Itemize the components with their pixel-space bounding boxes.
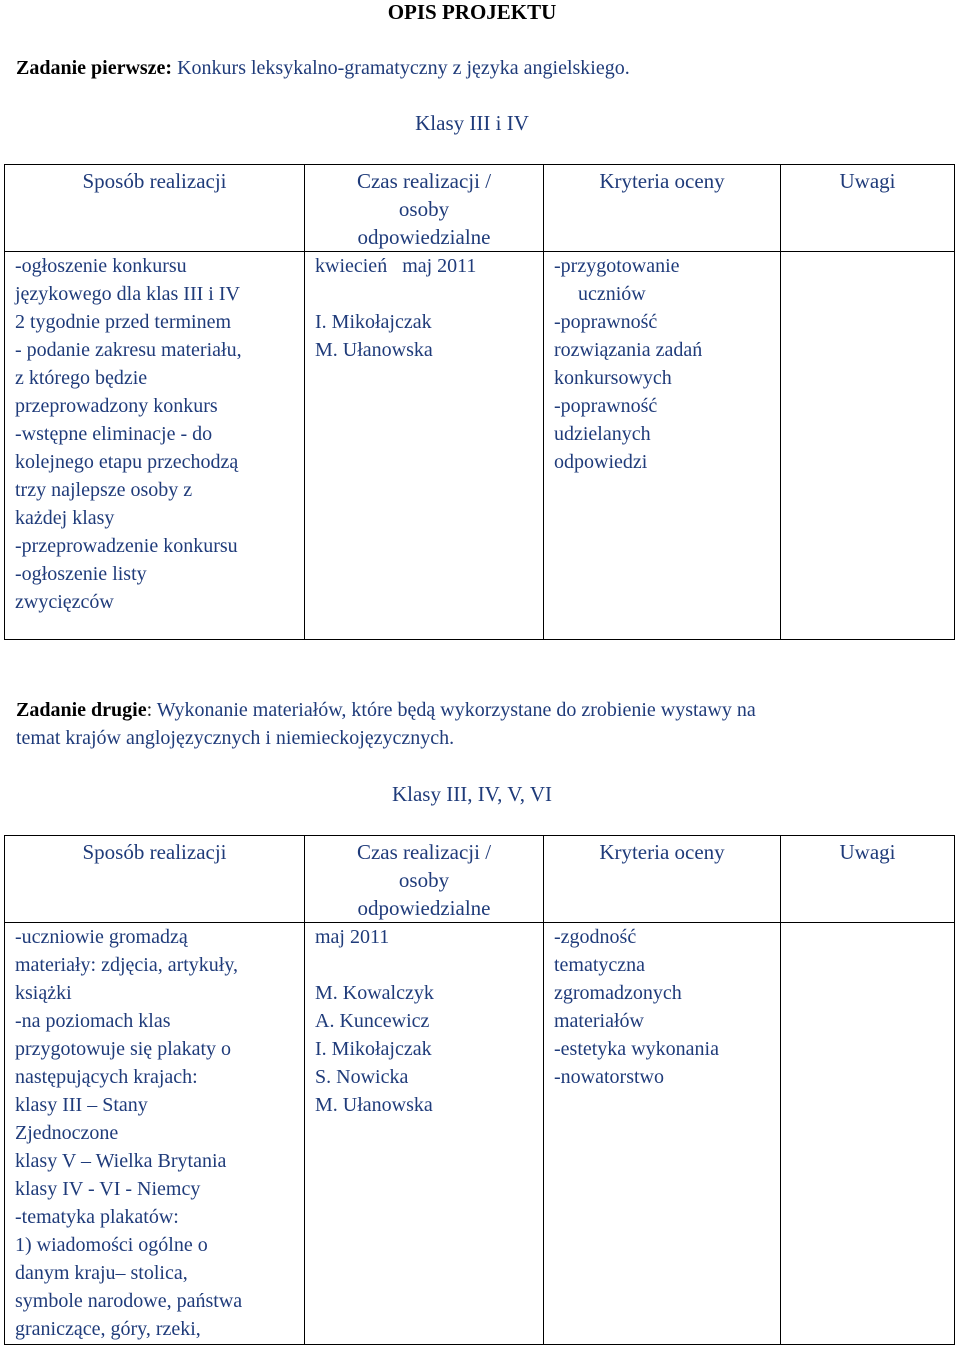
method-line: klasy IV - VI - Niemcy bbox=[15, 1178, 201, 1200]
task1-header-row bbox=[5, 165, 955, 252]
person-name: A. Kuncewicz bbox=[315, 1010, 430, 1032]
task1-time-cell bbox=[305, 252, 544, 640]
criteria-line: -estetyka wykonania bbox=[554, 1038, 719, 1060]
task1-notes-cell bbox=[781, 252, 955, 640]
criteria-line: -poprawność bbox=[554, 395, 658, 417]
criteria-line: konkursowych bbox=[554, 367, 672, 389]
task1-header-time-line: Czas realizacji / bbox=[356, 169, 492, 193]
person-name: S. Nowicka bbox=[315, 1066, 409, 1088]
method-line: książki bbox=[15, 982, 72, 1004]
method-line: językowego dla klas III i IV bbox=[15, 283, 240, 305]
criteria-line: tematyczna bbox=[554, 954, 646, 976]
criteria-line: -nowatorstwo bbox=[554, 1066, 664, 1088]
time-value: maj 2011 bbox=[315, 926, 390, 948]
method-line: symbole narodowe, państwa bbox=[15, 1290, 243, 1312]
task1-header-time bbox=[305, 165, 544, 252]
method-line: -wstępne eliminacje - do bbox=[15, 423, 213, 445]
criteria-line: udzielanych bbox=[554, 423, 651, 445]
task1-header-method: Sposób realizacji bbox=[5, 165, 305, 252]
criteria-line: uczniów bbox=[578, 283, 646, 305]
method-line: klasy V – Wielka Brytania bbox=[15, 1150, 227, 1172]
task2-criteria-cell bbox=[544, 923, 781, 1345]
task2-classes: Klasy III, IV, V, VI bbox=[391, 782, 553, 806]
task2-time-cell bbox=[305, 923, 544, 1345]
person-name: I. Mikołajczak bbox=[315, 1038, 432, 1060]
method-line: -tematyka plakatów: bbox=[15, 1206, 179, 1228]
task2-header-criteria: Kryteria oceny bbox=[544, 836, 781, 923]
task1-table bbox=[4, 164, 955, 640]
task2-body-row bbox=[5, 923, 955, 1345]
task2-header-time-line: osoby bbox=[398, 868, 450, 892]
method-line: Zjednoczone bbox=[15, 1122, 119, 1144]
method-line: graniczące, góry, rzeki, bbox=[15, 1318, 201, 1340]
task1-time-list bbox=[305, 252, 543, 364]
criteria-line: rozwiązania zadań bbox=[554, 339, 703, 361]
task2-header-notes: Uwagi bbox=[781, 836, 955, 923]
method-line: materiały: zdjęcia, artykuły, bbox=[15, 954, 239, 976]
task2-header-time-line: Czas realizacji / bbox=[356, 840, 492, 864]
method-line: -przeprowadzenie konkursu bbox=[15, 535, 238, 557]
method-line: - podanie zakresu materiału, bbox=[15, 339, 242, 361]
task1-header-time-line: odpowiedzialne bbox=[357, 225, 491, 249]
task2-header-time-line: odpowiedzialne bbox=[357, 896, 491, 920]
method-line: 1) wiadomości ogólne o bbox=[15, 1234, 208, 1256]
page-title: OPIS PROJEKTU bbox=[387, 0, 557, 24]
method-line: -ogłoszenie konkursu bbox=[15, 255, 187, 277]
person-name: M. Ułanowska bbox=[315, 339, 433, 361]
task1-criteria-list bbox=[544, 252, 780, 476]
task2-method-cell bbox=[5, 923, 305, 1345]
method-line: przygotowuje się plakaty o bbox=[15, 1038, 232, 1060]
person-name: M. Kowalczyk bbox=[315, 982, 434, 1004]
task1-method-cell bbox=[5, 252, 305, 640]
person-name: M. Ułanowska bbox=[315, 1094, 433, 1116]
task2-heading bbox=[16, 696, 936, 752]
task1-classes: Klasy III i IV bbox=[415, 111, 529, 135]
method-line: klasy III – Stany bbox=[15, 1094, 148, 1116]
task1-text: Konkurs leksykalno-gramatyczny z języka angielskiego. bbox=[177, 57, 630, 79]
criteria-line: -przygotowanie bbox=[554, 255, 680, 277]
criteria-line: -zgodność bbox=[554, 926, 637, 948]
method-line: -uczniowie gromadzą bbox=[15, 926, 188, 948]
criteria-line: odpowiedzi bbox=[554, 451, 648, 473]
time-value: kwiecień maj 2011 bbox=[315, 255, 477, 277]
task1-label: Zadanie pierwsze: bbox=[16, 57, 173, 79]
task1-header-time-line: osoby bbox=[398, 197, 450, 221]
method-line: 2 tygodnie przed terminem bbox=[15, 311, 232, 333]
task2-header-time bbox=[305, 836, 544, 923]
method-line: z którego będzie bbox=[15, 367, 148, 389]
method-line: danym kraju– stolica, bbox=[15, 1262, 188, 1284]
task2-header-row bbox=[5, 836, 955, 923]
task1-heading bbox=[16, 54, 936, 82]
task2-criteria-list bbox=[544, 923, 780, 1091]
task1-header-notes: Uwagi bbox=[781, 165, 955, 252]
method-line: -na poziomach klas bbox=[15, 1010, 171, 1032]
task1-criteria-cell bbox=[544, 252, 781, 640]
task2-method-list bbox=[5, 923, 304, 1343]
task1-header-criteria: Kryteria oceny bbox=[544, 165, 781, 252]
task2-text-line1: Wykonanie materiałów, które będą wykorzystane do zrobienie wystawy na bbox=[156, 699, 756, 721]
method-line: każdej klasy bbox=[15, 507, 115, 529]
task2-header-method: Sposób realizacji bbox=[5, 836, 305, 923]
criteria-line: materiałów bbox=[554, 1010, 644, 1032]
task2-table bbox=[4, 835, 955, 1345]
method-line: -ogłoszenie listy bbox=[15, 563, 147, 585]
task2-notes-cell bbox=[781, 923, 955, 1345]
criteria-line: -poprawność bbox=[554, 311, 658, 333]
method-line: zwycięzców bbox=[15, 591, 114, 613]
method-line: następujących krajach: bbox=[15, 1066, 198, 1088]
task2-colon: : bbox=[146, 699, 153, 721]
criteria-line: zgromadzonych bbox=[554, 982, 682, 1004]
person-name: I. Mikołajczak bbox=[315, 311, 432, 333]
task2-text-line2: temat krajów anglojęzycznych i niemieckojęzycznych. bbox=[16, 727, 455, 749]
method-line: kolejnego etapu przechodzą bbox=[15, 451, 239, 473]
task1-method-list bbox=[5, 252, 304, 616]
method-line: przeprowadzony konkurs bbox=[15, 395, 218, 417]
task1-body-row bbox=[5, 252, 955, 640]
method-line: trzy najlepsze osoby z bbox=[15, 479, 193, 501]
task2-label: Zadanie drugie bbox=[16, 699, 147, 721]
task2-time-list bbox=[305, 923, 543, 1119]
